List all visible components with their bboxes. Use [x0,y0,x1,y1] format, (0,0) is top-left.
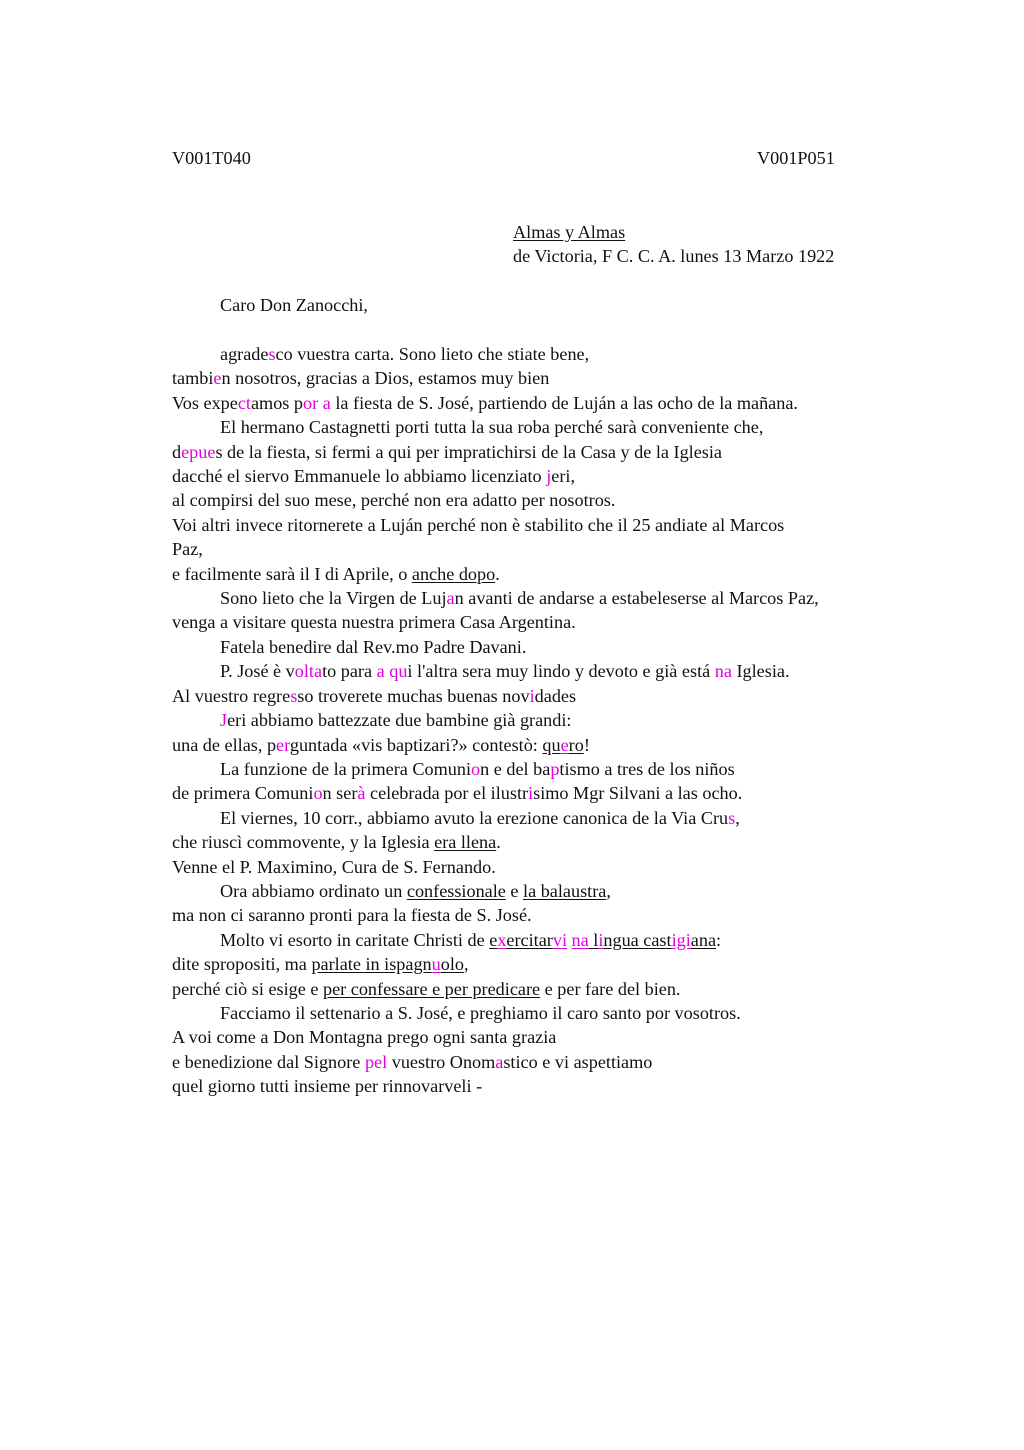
line-text: El viernes, 10 corr., abbiamo avuto la erezione canonica de la Via Cru [220,807,729,828]
highlighted-text: x [497,929,507,950]
line-text: co vuestra carta. Sono lieto che stiate bene, [275,344,590,364]
line-text: venga a visitare questa nuestra primera Casa Argentina. [172,612,576,633]
line-text: dades [534,685,577,706]
highlighted-text: ct [237,392,251,413]
highlighted-text: vi [552,929,567,950]
line-text: vuestro Onom [387,1051,496,1072]
letter-line [172,879,912,903]
line-text: e per fare del bien. [540,978,681,999]
line-text: n avanti de andarse a estabeleserse al Marcos Paz, [454,588,819,609]
line-text: A voi come a Don Montagna prego ogni santa grazia [172,1027,557,1048]
letter-line [172,562,912,586]
line-text: Voi altri invece ritornerete a Luján perché non è stabilito che il 25 andiate al Marcos [172,514,785,535]
heading-title: Almas y Almas [513,222,626,242]
letter-line [172,733,912,757]
line-text: n nosotros, gracias a Dios, estamos muy bien [221,368,550,389]
line-text: n ser [322,783,358,804]
underlined-text: ro [568,734,584,755]
underlined-text: ana [690,929,717,950]
line-text: : [716,929,722,950]
highlighted-text: J [220,710,228,731]
line-text: El hermano Castagnetti porti tutta la sua roba perché sarà conveniente che, [220,417,764,438]
underlined-text: qu [542,734,561,755]
highlighted-text: er [276,734,290,755]
letter-line [172,635,912,659]
line-text: Fatela benedire dal Rev.mo Padre Davani. [220,636,527,657]
letter-body [172,342,912,1099]
line-text: e [505,880,524,901]
line-text: Vos expe [172,392,238,413]
underlined-text: ercitar [506,929,553,950]
line-text: Al vuestro regre [172,685,291,706]
line-text: Facciamo il settenario a S. José, e preghiamo il caro santo por vosotros. [220,1002,741,1023]
highlighted-text: s [728,807,736,828]
highlighted-text: o [471,758,481,779]
underlined-text: ngua cast [603,929,672,950]
line-text: so troverete muchas buenas nov [297,685,530,706]
highlighted-text: a [495,1051,504,1072]
letter-line [172,684,912,708]
document-code-right: V001P051 [757,148,835,168]
letter-line [172,806,912,830]
line-text: ! [583,734,590,755]
line-text: ma non ci saranno pronti para la fiesta de S. José. [172,905,532,926]
letter-line [172,366,912,390]
letter-line [172,342,912,366]
highlighted-text: i [598,929,604,950]
letter-line [172,903,912,927]
line-text: amos p [250,392,304,413]
letter-line [172,855,912,879]
underlined-text: anche dopo [411,563,496,584]
line-text: dacché el siervo Emmanuele lo abbiamo licenziato [172,466,547,487]
highlighted-text: pel [364,1051,388,1072]
line-text: to para [322,661,377,682]
line-text: Iglesia. [731,661,790,682]
highlighted-text: olta [294,661,323,682]
letter-line [172,977,912,1001]
highlighted-text: a qu [376,661,408,682]
highlighted-text: or a [303,392,331,413]
line-text: e benedizione dal Signore [172,1051,365,1072]
highlighted-text: i [528,783,534,804]
highlighted-text: j [546,466,552,487]
line-text: la fiesta de S. José, partiendo de Luján a las ocho de la mañana. [330,392,798,413]
line-text: d [172,441,182,462]
line-text: eri, [551,466,575,487]
line-text: de primera Comuni [172,783,314,804]
line-text: tambi [172,368,214,389]
highlighted-text: s [290,685,298,706]
underlined-text: confessionale [406,880,506,901]
underlined-text: era llena [434,832,497,853]
highlighted-text: à [357,783,366,804]
highlighted-text: igi [671,929,691,950]
underlined-text: la balaustra [523,880,607,901]
underlined-text: olo [440,954,464,975]
line-text: , [463,954,469,975]
letter-line [172,440,912,464]
underlined-text: l [588,929,599,950]
letter-line [172,952,912,976]
highlighted-text: u [431,954,441,975]
line-text: , [735,807,740,828]
line-text: celebrada por el ilustr [365,783,529,804]
line-text: tismo a tres de los niños [559,758,735,779]
line-text: Venne el P. Maximino, Cura de S. Fernando. [172,856,496,877]
highlighted-text: na [571,929,589,950]
letter-line [172,1074,912,1098]
line-text: n e del ba [480,758,551,779]
underlined-text: per confessare e per predicare [323,978,541,999]
letter-line [172,391,912,415]
letter-line [172,659,912,683]
line-text: . [496,832,501,853]
highlighted-text: o [313,783,323,804]
underlined-text: e [489,929,498,950]
line-text: perché ciò si esige e [172,978,323,999]
line-text: stico e vi aspettiamo [503,1051,653,1072]
letter-line [172,415,912,439]
line-text: Molto vi esorto in caritate Christi de [220,929,490,950]
highlighted-text: a [446,588,455,609]
highlighted-text: i [529,685,535,706]
highlighted-text: e [560,734,569,755]
line-text: i l'altra sera muy lindo y devoto e già está [407,661,715,682]
line-text: eri abbiamo battezzate due bambine già grandi: [227,710,572,731]
line-text: al compirsi del suo mese, perché non era adatto per nosotros. [172,490,616,511]
letter-heading [513,220,834,268]
line-text: . [495,563,500,584]
letter-line [172,1001,912,1025]
letter-line [172,708,912,732]
letter-line [172,610,912,634]
letter-line [172,1025,912,1049]
salutation: Caro Don Zanocchi, [220,295,368,315]
line-text: simo Mgr Silvani a las ocho. [533,783,743,804]
line-text: Sono lieto che la Virgen de Luj [220,588,447,609]
underlined-text: parlate in ispagn [311,954,432,975]
letter-line [172,928,912,952]
line-text: La funzione de la primera Comuni [220,758,472,779]
highlighted-text: p [550,758,560,779]
line-text: guntada «vis baptizari?» contestò: [289,734,543,755]
line-text: una de ellas, p [172,734,277,755]
letter-line [172,1050,912,1074]
line-text: s de la fiesta, si fermi a qui per impratichirsi de la Casa y de la Iglesia [215,441,722,462]
heading-place-date: de Victoria, F C. C. A. lunes 13 Marzo 1922 [513,246,835,266]
letter-line [172,781,912,805]
line-text: , [606,880,611,901]
letter-line [172,513,912,537]
line-text: Paz, [172,539,203,560]
highlighted-text: s [268,344,276,364]
highlighted-text: na [714,661,732,682]
letter-line [172,830,912,854]
highlighted-text: e [213,368,222,389]
letter-line [172,537,912,561]
line-text: e facilmente sarà il I di Aprile, o [172,563,412,584]
line-text: Ora abbiamo ordinato un [220,880,407,901]
highlighted-text: epue [181,441,216,462]
line-text: quel giorno tutti insieme per rinnovarveli - [172,1076,483,1097]
letter-line [172,586,912,610]
line-text: che riuscì commovente, y la Iglesia [172,832,435,853]
letter-line [172,464,912,488]
letter-line [172,488,912,512]
letter-line [172,757,912,781]
document-code-left: V001T040 [172,148,251,168]
line-text: P. José è v [220,661,295,682]
line-text: dite spropositi, ma [172,954,312,975]
line-text: agrade [220,344,269,364]
